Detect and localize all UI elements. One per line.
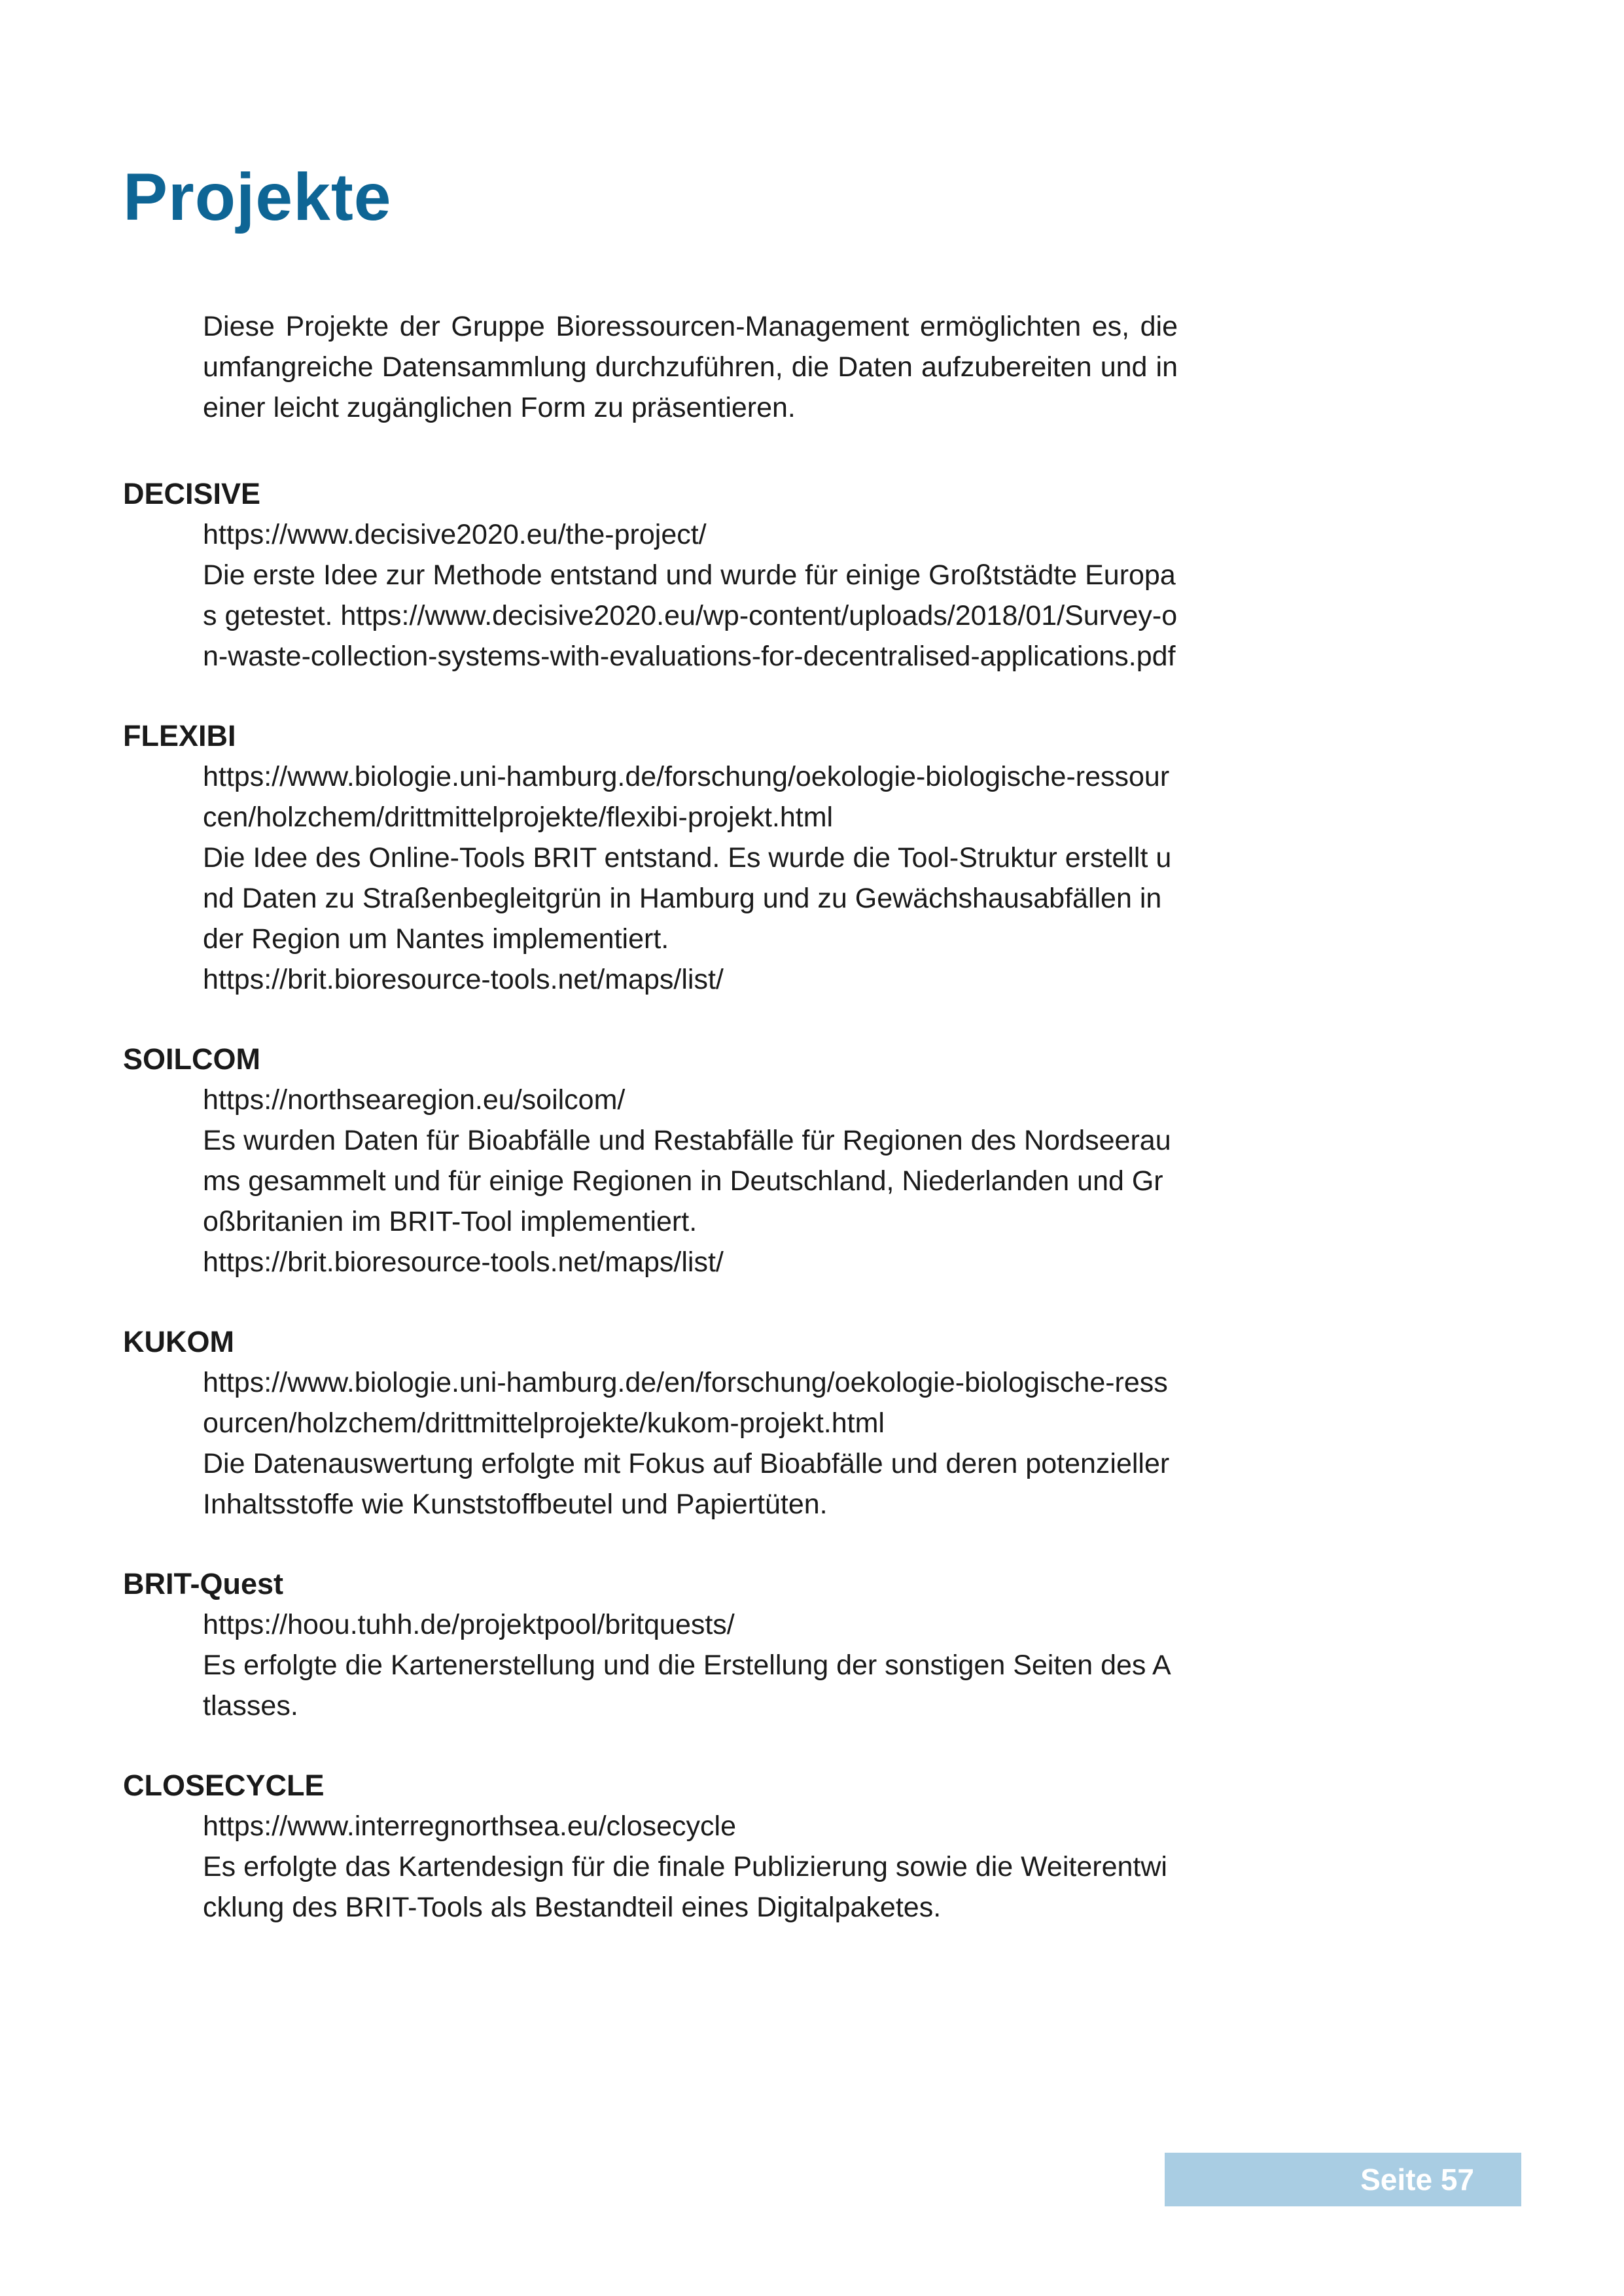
project-body: [203, 756, 1178, 1000]
project-description: Die Idee des Online-Tools BRIT entstand. Es wurde die Tool-Struktur erstellt und Daten zu Straßenbegleitgrün in Hamburg und zu Gewächshausabfällen in der Region um Nantes implementiert.: [203, 842, 1172, 955]
project-body: [203, 1362, 1178, 1525]
intro-paragraph: Diese Projekte der Gruppe Bioressourcen-Management ermöglichten es, die umfangreiche Datensammlung durchzuführen, die Daten aufzubereiten und in einer leicht zugänglichen Form zu präsentieren.: [203, 311, 1178, 423]
project-kukom: [123, 1322, 1196, 1525]
project-decisive: [123, 474, 1196, 677]
project-name: BRIT-Quest: [123, 1567, 284, 1600]
project-link[interactable]: https://www.biologie.uni-hamburg.de/en/forschung/oekologie-biologische-ressourcen/holzchem/drittmittelprojekte/kukom-projekt.html: [203, 1367, 1168, 1439]
project-closecycle: [123, 1765, 1196, 1928]
project-link[interactable]: https://brit.bioresource-tools.net/maps/list/: [203, 964, 724, 995]
project-link[interactable]: https://hoou.tuhh.de/projektpool/britquests/: [203, 1609, 735, 1640]
project-description: Es wurden Daten für Bioabfälle und Restabfälle für Regionen des Nordseeraums gesammelt und für einige Regionen in Deutschland, Niederlanden und Großbritanien im BRIT-Tool implementiert.: [203, 1125, 1171, 1237]
project-name: CLOSECYCLE: [123, 1769, 325, 1802]
project-body: [203, 514, 1178, 677]
project-link[interactable]: https://www.decisive2020.eu/the-project/: [203, 519, 707, 550]
project-body: [203, 1604, 1178, 1726]
project-description: Es erfolgte die Kartenerstellung und die Erstellung der sonstigen Seiten des Atlasses.: [203, 1650, 1171, 1722]
page-content: [123, 306, 1196, 1967]
project-flexibi: [123, 716, 1196, 1000]
page-number-badge: Seite 57: [1165, 2153, 1521, 2206]
project-description: Die erste Idee zur Methode entstand und wurde für einige Großtstädte Europas getestet. https://www.decisive2020.eu/wp-content/uploads/2018/01/Survey-on-waste-collection-systems-with-evaluations-for-decentralised-applications.pdf: [203, 559, 1178, 672]
project-name: SOILCOM: [123, 1042, 260, 1076]
project-link[interactable]: https://brit.bioresource-tools.net/maps/list/: [203, 1246, 724, 1278]
project-link[interactable]: https://northsearegion.eu/soilcom/: [203, 1084, 626, 1116]
project-soilcom: [123, 1039, 1196, 1282]
project-name: DECISIVE: [123, 477, 261, 510]
project-body: [203, 1080, 1178, 1282]
project-description: Es erfolgte das Kartendesign für die finale Publizierung sowie die Weiterentwicklung des BRIT-Tools als Bestandteil eines Digitalpaketes.: [203, 1851, 1167, 1923]
project-description: Die Datenauswertung erfolgte mit Fokus auf Bioabfälle und deren potenzieller Inhaltsstoffe wie Kunststoffbeutel und Papiertüten.: [203, 1448, 1170, 1520]
project-name: FLEXIBI: [123, 719, 236, 752]
project-link[interactable]: https://www.biologie.uni-hamburg.de/forschung/oekologie-biologische-ressourcen/holzchem/drittmittelprojekte/flexibi-projekt.html: [203, 761, 1170, 833]
project-link[interactable]: https://www.interregnorthsea.eu/closecycle: [203, 1810, 737, 1842]
project-body: [203, 1806, 1178, 1928]
project-name: KUKOM: [123, 1325, 234, 1358]
page-title: Projekte: [123, 160, 392, 234]
project-brit-quest: [123, 1564, 1196, 1726]
